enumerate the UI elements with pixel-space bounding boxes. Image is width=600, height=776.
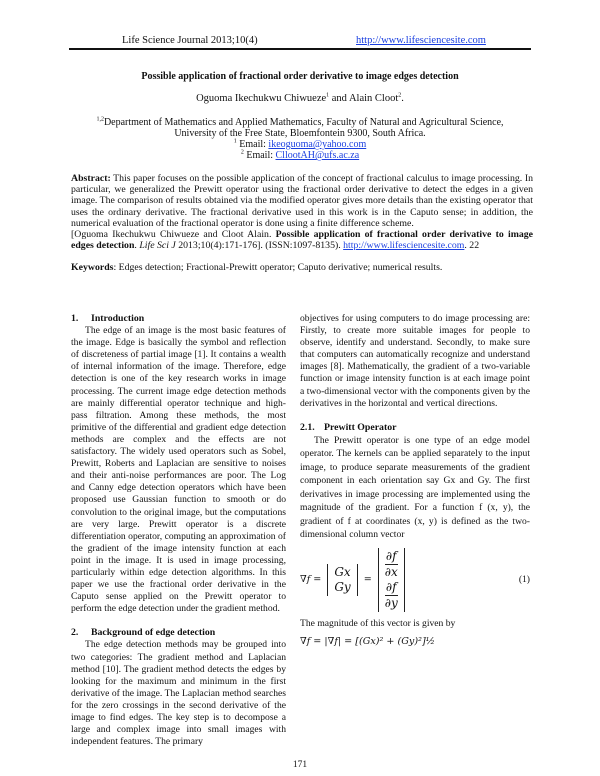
magnitude-text: The magnitude of this vector is given by: [300, 617, 456, 629]
keywords: Keywords: Edges detection; Fractional-Prewitt operator; Caputo derivative; numerical results.: [71, 262, 443, 273]
right-column: [300, 313, 530, 654]
journal-name: Life Science Journal 2013;10(4): [122, 35, 258, 46]
section-heading-introduction: 1. Introduction: [71, 313, 145, 324]
continued-paragraph: objectives for using computers to do image processing are: Firstly, to create more suitable images for people to observe, identify and understand. Secondly, to make sure that computers can automatically recognize and understand images [8]. Mathematically, the gradient of a two-variable function or image intensity function is at each image point a two-dimensional vector with the components given by the derivatives in the horizontal and vertical directions.: [300, 313, 530, 409]
intro-paragraph: The edge of an image is the most basic features of the image. Edge is basically the symbol and reflection of discreteness of partial image [1]. It contains a wealth of internal information of the image. Therefore, edge detection is one of the key research works in image processing. The current image edge detection methods are mainly differential operator technique and high-pass filtration. Among these methods, the most primitive of the differential and gradient edge detection methods are complex and the effects are not satisfactory. The widely used operators such as Sobel, Prewitt, Roberts and Laplacian are sensitive to noises and their anti-noise performances are poor. The Log and Canny edge detection operators which have been proposed use Gaussian function to smooth or do convolution to the original image, but the computations are very large. Prewitt operator is a discrete differentiation operator, computing an approximation of the gradient of the image intensity function at each point in the image. It is used in image processing, particularly within edge detection algorithms. In this paper we use the fractional order derivative in the Caputo sense applied on the Prewitt operator to perform the edge detection under the gradient method.: [71, 325, 286, 615]
email-link-2[interactable]: CllootAH@ufs.ac.za: [275, 150, 360, 161]
abstract: Abstract: This paper focuses on the possible application of the concept of fractional calculus to image processing. In particular, we generalized the Prewitt operator using the fractional order derivative to detect the edges in a given image. The comparison of results obtained via the modified operator gives more details than the existing operator that uses the ordinary derivative. The fractional derivative used in this work is in the Caputo sense; in addition, the numerical evaluation of the fractional operator is done using a finite difference scheme. [Oguoma Ikechukwu Chiwueze and Cloot Alain. Possible application of fractional order derivative to image edges detection. Life Sci J 2013;10(4):171-176]. (ISSN:1097-8135). http://www.lifesciencesite.com. 22: [71, 173, 533, 252]
paper-title: Possible application of fractional order derivative to image edges detection: [141, 71, 459, 82]
prewitt-paragraph: The Prewitt operator is one type of an edge model operator. The kernels can be applied separately to the input image, to produce separate measurements of the gradient component in each orientation say Gx and Gy. The first derivatives in image processing are implemented using the magnitude of the gradient. For a function f (x, y), the gradient of f at coordinates (x, y) is defined as the two-dimensional column vector: [300, 434, 530, 541]
equation-number: (1): [518, 573, 530, 585]
equation-2: ∇f = |∇f| = [(Gx)² + (Gy)²]½: [300, 635, 435, 647]
email-link-1[interactable]: ikeoguoma@yahoo.com: [268, 139, 367, 150]
authors: Oguoma Ikechukwu Chiwueze$^1$ and Alain Cloot$^2$.: [196, 92, 404, 104]
page-number: 171: [292, 760, 308, 770]
citation-url-link[interactable]: http://www.lifesciencesite.com: [343, 240, 465, 252]
affiliation: $^{1,2}$Department of Mathematics and Applied Mathematics, Faculty of Natural and Agricultural Science, University of the Free State, Bloemfontein 9300, South Africa. $^1$ Email: ikeoguoma@yahoo.com $^2$ Email: CllootAH@ufs.ac.za: [96, 116, 504, 161]
journal-url-link[interactable]: http://www.lifesciencesite.com: [356, 35, 486, 46]
left-column: [71, 313, 286, 748]
section-heading-background: 2. Background of edge detection: [71, 627, 216, 639]
equation-1: ∇f = Gx Gy = ∂f ∂x ∂f ∂y (1): [300, 548, 530, 610]
background-paragraph: The edge detection methods may be grouped into two categories: The gradient method and Laplacian method [10]. The gradient method detects the edges by looking for the maximum and minimum in the first derivative of the image. The Laplacian method searches for the zero crossings in the second derivative of the image to find edges. The key step is to decompose a large and complex image into small images with independent features. The primary: [71, 639, 286, 748]
header-rule: [69, 48, 531, 50]
subsection-heading-prewitt: 2.1. Prewitt Operator: [300, 421, 397, 433]
